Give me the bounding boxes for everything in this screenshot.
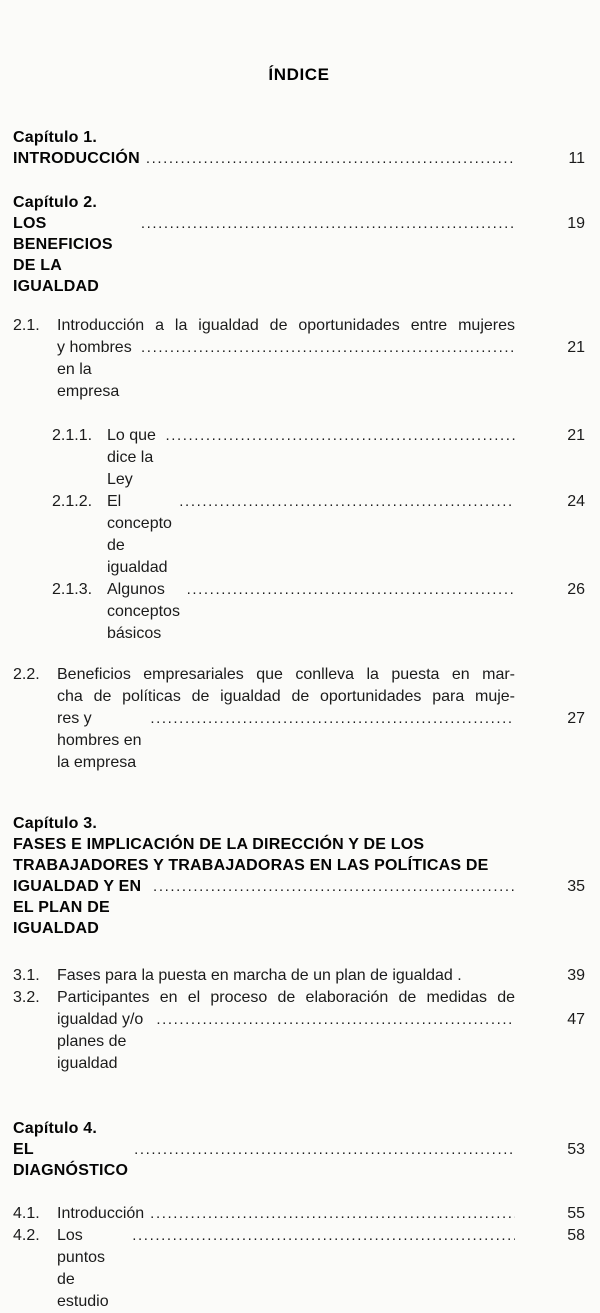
- section-text-line: Los puntos de estudio: [57, 1227, 109, 1310]
- leader-dots: [146, 148, 515, 169]
- leader-dots: [132, 1225, 515, 1247]
- section-text-line: Introducción: [57, 1205, 145, 1222]
- page-number: 24: [567, 493, 585, 510]
- section-number: 2.1.1.: [52, 427, 93, 444]
- toc-chapter-3: [13, 813, 585, 939]
- section-number: 3.1.: [13, 967, 40, 984]
- leader-dots: [141, 213, 515, 234]
- toc-section-4-2: [13, 1225, 585, 1313]
- toc-section-2-1-3: [52, 579, 585, 645]
- leader-dots: [150, 1203, 515, 1225]
- page-title: ÍNDICE: [268, 65, 330, 84]
- toc-subsection-group: [13, 425, 585, 645]
- leader-dots: [150, 708, 515, 730]
- page-number: 21: [567, 339, 585, 356]
- chapter-label: Capítulo 4.: [13, 1120, 97, 1137]
- section-text-line: Introducción a la igualdad de oportunidades entre mujeres: [57, 317, 515, 334]
- leader-dots: [153, 876, 515, 897]
- section-number: 2.1.: [13, 317, 40, 334]
- section-text-line: igualdad y/o planes de igualdad: [57, 1011, 144, 1072]
- section-text-line: Lo que dice la Ley: [107, 427, 156, 488]
- section-number: 2.2.: [13, 666, 40, 683]
- section-number: 4.1.: [13, 1205, 40, 1222]
- page-number: 27: [567, 710, 585, 727]
- chapter-title-line: FASES E IMPLICACIÓN DE LA DIRECCIÓN Y DE LOS: [13, 836, 425, 853]
- toc-section-2-1: [13, 315, 585, 403]
- section-text-line: Fases para la puesta en marcha de un plan de igualdad .: [57, 967, 462, 984]
- toc-section-3-1: [13, 965, 585, 987]
- page-number: 47: [567, 1011, 585, 1028]
- chapter-title-line: IGUALDAD Y EN EL PLAN DE IGUALDAD: [13, 878, 142, 937]
- section-number: 4.2.: [13, 1227, 40, 1244]
- section-number: 2.1.2.: [52, 493, 93, 510]
- page-number: 35: [567, 878, 585, 895]
- toc-chapter-4: [13, 1118, 585, 1181]
- toc-section-2-1-2: [52, 491, 585, 579]
- section-text-line: Algunos conceptos básicos: [107, 581, 180, 642]
- chapter-label: Capítulo 2.: [13, 194, 97, 211]
- page-number: 53: [567, 1141, 585, 1158]
- page-number: 55: [567, 1205, 585, 1222]
- leader-dots: [179, 491, 515, 513]
- leader-dots: [134, 1139, 515, 1160]
- toc-section-2-2: [13, 664, 585, 774]
- chapter-label: Capítulo 1.: [13, 129, 97, 146]
- page-number: 19: [567, 215, 585, 232]
- section-text-line: res y hombres en la empresa: [57, 710, 142, 771]
- leader-dots: [156, 1009, 515, 1031]
- chapter-title-line: TRABAJADORES Y TRABAJADORAS EN LAS POLÍTICAS DE: [13, 857, 489, 874]
- section-text-line: El concepto de igualdad: [107, 493, 172, 576]
- page-number: 11: [568, 150, 585, 167]
- section-text-line: y hombres en la empresa: [57, 339, 132, 400]
- section-number: 3.2.: [13, 989, 40, 1006]
- section-text-line: Participantes en el proceso de elaboración de medidas de: [57, 989, 515, 1006]
- toc-chapter-1: [13, 127, 585, 169]
- section-text-line: cha de políticas de igualdad de oportunidades para muje-: [57, 688, 515, 705]
- chapter-label: Capítulo 3.: [13, 815, 97, 832]
- chapter-title: EL DIAGNÓSTICO: [13, 1141, 129, 1179]
- page-number: 39: [567, 967, 585, 984]
- chapter-title: INTRODUCCIÓN: [13, 150, 140, 167]
- page-number: 21: [567, 427, 585, 444]
- page-number: 58: [567, 1227, 585, 1244]
- toc-section-2-1-1: [52, 425, 585, 491]
- toc-section-group-3: [13, 965, 585, 1075]
- toc-section-3-2: [13, 987, 585, 1075]
- toc-section-group-4: [13, 1203, 585, 1313]
- chapter-title: LOS BENEFICIOS DE LA IGUALDAD: [13, 215, 113, 295]
- section-number: 2.1.3.: [52, 581, 93, 598]
- leader-dots: [187, 579, 515, 601]
- page-number: 26: [567, 581, 585, 598]
- toc-chapter-2: [13, 192, 585, 297]
- section-text-line: Beneficios empresariales que conlleva la puesta en mar-: [57, 666, 515, 683]
- leader-dots: [141, 337, 515, 359]
- toc-section-4-1: [13, 1203, 585, 1225]
- leader-dots: [165, 425, 515, 447]
